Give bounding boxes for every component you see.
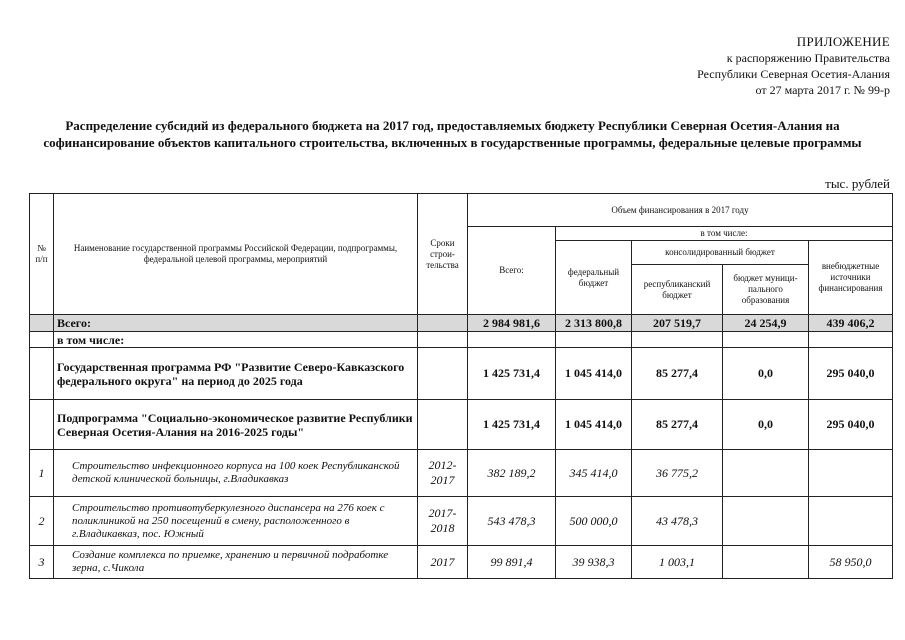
program-total: 1 425 731,4 xyxy=(468,348,556,400)
row-including xyxy=(30,332,893,348)
appendix-line-3: от 27 марта 2017 г. № 99-р xyxy=(755,83,890,97)
row-subprogram xyxy=(30,400,893,450)
header-republic: республиканский бюджет xyxy=(632,265,723,315)
subprogram-label: Подпрограмма "Социально-экономическое развитие Республики Северная Осетия-Алания на 2016-2025 годы" xyxy=(54,400,418,450)
total-federal: 2 313 800,8 xyxy=(556,315,632,332)
item-num: 1 xyxy=(30,450,54,497)
header-name: Наименование государственной программы Российской Федерации, подпрограммы, федеральной целевой программы, мероприятий xyxy=(54,194,418,315)
cell-empty xyxy=(30,315,54,332)
including-label: в том числе: xyxy=(54,332,418,348)
item-total: 382 189,2 xyxy=(468,450,556,497)
total-value: 2 984 981,6 xyxy=(468,315,556,332)
item-total: 543 478,3 xyxy=(468,497,556,546)
subprogram-extra: 295 040,0 xyxy=(809,400,893,450)
units-label: тыс. рублей xyxy=(825,176,890,191)
item-republic: 36 775,2 xyxy=(632,450,723,497)
item-federal: 500 000,0 xyxy=(556,497,632,546)
row-program xyxy=(30,348,893,400)
subprogram-federal: 1 045 414,0 xyxy=(556,400,632,450)
item-num: 2 xyxy=(30,497,54,546)
header-volume: Объем финансирования в 2017 году xyxy=(468,194,893,227)
item-name: Создание комплекса по приемке, хранению и первичной подработке зерна, с.Чикола xyxy=(54,546,418,579)
item-municipal xyxy=(723,546,809,579)
appendix-line-2: Республики Северная Осетия-Алания xyxy=(697,67,890,81)
item-federal: 39 938,3 xyxy=(556,546,632,579)
item-num: 3 xyxy=(30,546,54,579)
program-extra: 295 040,0 xyxy=(809,348,893,400)
subprogram-municipal: 0,0 xyxy=(723,400,809,450)
total-municipal: 24 254,9 xyxy=(723,315,809,332)
program-federal: 1 045 414,0 xyxy=(556,348,632,400)
item-federal: 345 414,0 xyxy=(556,450,632,497)
cell-empty xyxy=(809,332,893,348)
subsidy-table xyxy=(29,193,893,579)
cell-empty xyxy=(723,332,809,348)
cell-empty xyxy=(30,332,54,348)
header-federal: федеральный бюджет xyxy=(556,241,632,315)
item-extra: 58 950,0 xyxy=(809,546,893,579)
program-label: Государственная программа РФ "Развитие Северо-Кавказского федерального округа" на период до 2025 года xyxy=(54,348,418,400)
item-name: Строительство инфекционного корпуса на 100 коек Республиканской детской клинической больницы, г.Владикавказ xyxy=(54,450,418,497)
item-years: 2012-2017 xyxy=(418,450,468,497)
item-name: Строительство противотуберкулезного диспансера на 276 коек с поликлиникой на 250 посещений в смену, расположенного в г.Владикавказ, пос. Южный xyxy=(54,497,418,546)
total-extra: 439 406,2 xyxy=(809,315,893,332)
item-extra xyxy=(809,450,893,497)
cell-empty xyxy=(418,315,468,332)
item-extra xyxy=(809,497,893,546)
table-row xyxy=(30,450,893,497)
item-years: 2017-2018 xyxy=(418,497,468,546)
item-republic: 43 478,3 xyxy=(632,497,723,546)
header-extra: внебюджетные источники финансирования xyxy=(809,241,893,315)
cell-empty xyxy=(418,348,468,400)
header-total: Всего: xyxy=(468,227,556,315)
header-consolidated: консолидированный бюджет xyxy=(632,241,809,265)
item-municipal xyxy=(723,497,809,546)
cell-empty xyxy=(468,332,556,348)
item-total: 99 891,4 xyxy=(468,546,556,579)
row-total xyxy=(30,315,893,332)
cell-empty xyxy=(30,348,54,400)
table-row xyxy=(30,497,893,546)
cell-empty xyxy=(418,332,468,348)
program-municipal: 0,0 xyxy=(723,348,809,400)
cell-empty xyxy=(418,400,468,450)
subprogram-republic: 85 277,4 xyxy=(632,400,723,450)
cell-empty xyxy=(30,400,54,450)
appendix-block xyxy=(697,34,890,98)
appendix-line-1: к распоряжению Правительства xyxy=(726,51,890,65)
appendix-title: ПРИЛОЖЕНИЕ xyxy=(796,34,890,49)
header-terms: Сроки строи- тельства xyxy=(418,194,468,315)
subprogram-total: 1 425 731,4 xyxy=(468,400,556,450)
header-row-1 xyxy=(30,194,893,227)
header-including: в том числе: xyxy=(556,227,893,241)
header-num: № п/п xyxy=(30,194,54,315)
item-years: 2017 xyxy=(418,546,468,579)
program-republic: 85 277,4 xyxy=(632,348,723,400)
table-row xyxy=(30,546,893,579)
cell-empty xyxy=(632,332,723,348)
item-municipal xyxy=(723,450,809,497)
item-republic: 1 003,1 xyxy=(632,546,723,579)
document-title: Распределение субсидий из федерального бюджета на 2017 год, предоставляемых бюджету Республики Северная Осетия-Алания на софинансирование объектов капитального строительства, включенных в государственные программы, федеральные целевые программы xyxy=(43,118,862,150)
cell-empty xyxy=(556,332,632,348)
total-label: Всего: xyxy=(54,315,418,332)
total-republic: 207 519,7 xyxy=(632,315,723,332)
header-municipal: бюджет муници- пального образования xyxy=(723,265,809,315)
